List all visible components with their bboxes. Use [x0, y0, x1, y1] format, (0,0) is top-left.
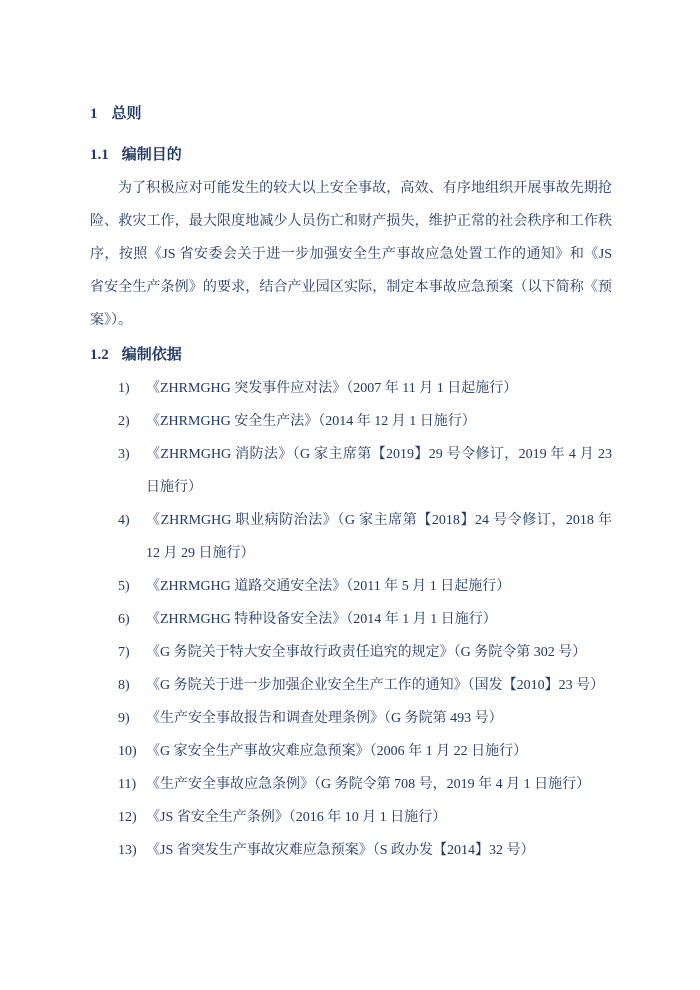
list-item-text: 《JS 省突发生产事故灾难应急预案》（S 政办发【2014】32 号）	[146, 843, 535, 858]
list-item	[118, 834, 612, 867]
list-item-number: 10)	[118, 744, 137, 759]
chapter-heading	[90, 98, 612, 131]
list-item	[118, 405, 612, 438]
list-item	[118, 768, 612, 801]
section-1-1-heading	[90, 139, 612, 172]
section-1-1-title: 编制目的	[121, 147, 182, 163]
list-item	[118, 570, 612, 603]
list-item-number: 11)	[118, 777, 137, 792]
list-item-text: 《ZHRMGHG 职业病防治法》（G 家主席第【2018】24 号令修订，2018 年 12 月 29 日施行）	[146, 513, 612, 561]
list-item-text: 《生产安全事故报告和调查处理条例》（G 务院第 493 号）	[146, 711, 503, 726]
list-item-text: 《ZHRMGHG 特种设备安全法》（2014 年 1 月 1 日施行）	[146, 612, 497, 627]
list-item	[118, 438, 612, 504]
reference-list	[90, 372, 612, 867]
section-1-1-number: 1.1	[90, 147, 109, 163]
section-1-2-number: 1.2	[90, 347, 109, 363]
list-item	[118, 702, 612, 735]
list-item-text: 《ZHRMGHG 消防法》（G 家主席第【2019】29 号令修订，2019 年 4 月 23 日施行）	[146, 447, 612, 495]
list-item	[118, 636, 612, 669]
list-item-text: 《G 务院关于特大安全事故行政责任追究的规定》（G 务院令第 302 号）	[146, 645, 587, 660]
chapter-title: 总则	[111, 106, 142, 122]
list-item-text: 《ZHRMGHG 突发事件应对法》（2007 年 11 月 1 日起施行）	[146, 381, 518, 396]
list-item-text: 《ZHRMGHG 安全生产法》（2014 年 12 月 1 日施行）	[146, 414, 476, 429]
list-item-text: 《生产安全事故应急条例》（G 务院令第 708 号，2019 年 4 月 1 日施行）	[146, 777, 591, 792]
list-item-number: 8)	[118, 678, 130, 693]
list-item-number: 6)	[118, 612, 130, 627]
list-item-number: 7)	[118, 645, 130, 660]
list-item	[118, 603, 612, 636]
section-1-2-title: 编制依据	[121, 347, 182, 363]
list-item-text: 《G 家安全生产事故灾难应急预案》（2006 年 1 月 22 日施行）	[146, 744, 528, 759]
list-item-text: 《ZHRMGHG 道路交通安全法》（2011 年 5 月 1 日起施行）	[146, 579, 511, 594]
list-item	[118, 801, 612, 834]
list-item-number: 4)	[118, 513, 130, 528]
list-item-number: 12)	[118, 810, 137, 825]
list-item-number: 2)	[118, 414, 130, 429]
list-item	[118, 504, 612, 570]
list-item	[118, 669, 612, 702]
chapter-number: 1	[90, 106, 98, 122]
list-item-number: 9)	[118, 711, 130, 726]
list-item-number: 1)	[118, 381, 130, 396]
list-item-number: 3)	[118, 447, 130, 462]
section-1-2-heading	[90, 339, 612, 372]
list-item	[118, 735, 612, 768]
list-item-number: 5)	[118, 579, 130, 594]
list-item-number: 13)	[118, 843, 137, 858]
list-item-text: 《JS 省安全生产条例》（2016 年 10 月 1 日施行）	[146, 810, 447, 825]
list-item	[118, 372, 612, 405]
list-item-text: 《G 务院关于进一步加强企业安全生产工作的通知》（国发【2010】23 号）	[146, 678, 605, 693]
section-1-1-body: 为了积极应对可能发生的较大以上安全事故，高效、有序地组织开展事故先期抢险、救灾工作，最大限度地减少人员伤亡和财产损失，维护正常的社会秩序和工作秩序，按照《JS 省安委会关于进一步加强安全生产事故应急处置工作的通知》和《JS 省安全生产条例》的要求，结合产业园区实际，制定本事故应急预案（以下简称《预案》）。	[90, 181, 612, 328]
